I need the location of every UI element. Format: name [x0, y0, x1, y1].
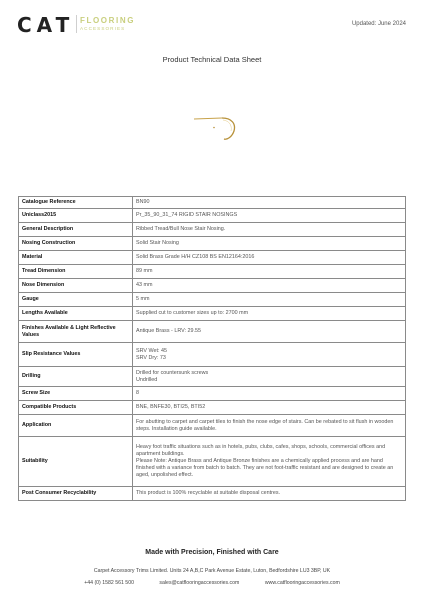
spec-value: [133, 209, 406, 223]
logo-divider: [76, 15, 77, 33]
spec-value-line: Ribbed Tread/Bull Nose Stair Nosing.: [136, 226, 226, 232]
spec-row: [19, 437, 406, 487]
footer-tagline: Made with Precision, Finished with Care: [145, 549, 279, 556]
spec-value-line: For abutting to carpet and carpet tiles to finish the nose edge of stairs. Can be rebated to sit flush in wooden steps. Installation guide available.: [136, 418, 394, 432]
spec-value: [133, 223, 406, 237]
spec-value-line: Solid Brass Grade H/H CZ108 BS EN12164:2016: [136, 254, 255, 260]
spec-value-line: Heavy foot traffic situations such as in hotels, pubs, clubs, cafes, shops, schools, commercial offices and apartment buildings.: [136, 444, 386, 457]
spec-label: General Description: [19, 223, 133, 237]
spec-label: Uniclass2015: [19, 209, 133, 223]
spec-row: [19, 401, 406, 415]
stair-nosing-product-image: [192, 108, 240, 148]
spec-label: Post Consumer Recyclability: [19, 487, 133, 501]
spec-row: [19, 197, 406, 209]
spec-row: [19, 343, 406, 367]
spec-value: [133, 367, 406, 387]
logo-text: CAT: [17, 13, 75, 37]
spec-label: Material: [19, 251, 133, 265]
spec-value-line: Antique Brass - LRV: 29.55: [136, 328, 202, 334]
spec-value: [133, 401, 406, 415]
spec-row: [19, 321, 406, 343]
spec-value: [133, 437, 406, 487]
spec-value-line: Undrilled: [136, 376, 158, 383]
spec-label: Lengths Available: [19, 307, 133, 321]
spec-row: [19, 237, 406, 251]
website-link[interactable]: www.catflooringaccessories.com: [264, 580, 340, 586]
spec-label: Finishes Available & Light Reflective Values: [19, 321, 133, 343]
spec-value: [133, 293, 406, 307]
spec-value: [133, 279, 406, 293]
spec-value-line: Pr_35_90_31_74 RIGID STAIR NOSINGS: [136, 212, 238, 218]
spec-value-line: SRV Dry: 73: [136, 354, 166, 361]
spec-value: [133, 237, 406, 251]
spec-value: [133, 387, 406, 401]
spec-label: Catalogue Reference: [19, 197, 133, 209]
spec-label: Nose Dimension: [19, 279, 133, 293]
logo-subtitle-flooring: FLOORING: [80, 16, 136, 25]
spec-row: [19, 387, 406, 401]
spec-label: Gauge: [19, 293, 133, 307]
spec-value-line: 89 mm: [136, 268, 153, 274]
spec-row: [19, 415, 406, 437]
spec-label: Screw Size: [19, 387, 133, 401]
logo-subtitle-accessories: ACCESSORIES: [80, 26, 126, 31]
spec-label: Tread Dimension: [19, 265, 133, 279]
spec-value-line: SRV Wet: 45: [136, 347, 167, 354]
spec-label: Compatible Products: [19, 401, 133, 415]
spec-label: Nosing Construction: [19, 237, 133, 251]
spec-value: [133, 343, 406, 367]
spec-value: [133, 487, 406, 501]
spec-value-line: BN90: [136, 199, 150, 205]
header: [0, 0, 424, 44]
page-title: Product Technical Data Sheet: [162, 55, 262, 64]
spec-row: [19, 223, 406, 237]
updated-date: Updated: June 2024: [351, 21, 406, 27]
spec-value-line: Drilled for countersunk screws: [136, 369, 209, 376]
spec-row: [19, 251, 406, 265]
spec-row: [19, 293, 406, 307]
spec-value-line: This product is 100% recyclable at suitable disposal centres.: [136, 490, 281, 496]
spec-label: Application: [19, 415, 133, 437]
spec-value-line: BNE, BNFE30, BTI25, BTI52: [136, 404, 206, 410]
phone-number[interactable]: +44 (0) 1582 561 500: [84, 580, 134, 586]
spec-label: Drilling: [19, 367, 133, 387]
spec-table: [18, 196, 406, 501]
spec-value-line: Solid Stair Nosing: [136, 240, 179, 246]
spec-row: [19, 265, 406, 279]
email-link[interactable]: sales@catflooringaccessories.com: [159, 580, 240, 586]
spec-row: [19, 487, 406, 501]
company-address: Carpet Accessory Trims Limited. Units 24 A,B,C Park Avenue Estate, Luton, Bedfordshire LU3 3BP, UK: [93, 568, 331, 574]
spec-value: [133, 251, 406, 265]
spec-row: [19, 307, 406, 321]
spec-value-line: Please Note: Antique Brass and Antique Bronze finishes are a chemically applied process and are hand finished with a variance from batch to batch. They are not foot-traffic resistant and are designed to create an aged, unpolished effect.: [136, 458, 394, 478]
spec-value-line: Supplied cut to customer sizes up to: 2700 mm: [136, 310, 249, 316]
spec-row: [19, 209, 406, 223]
spec-value-line: 5 mm: [136, 296, 150, 302]
spec-value: [133, 415, 406, 437]
spec-value-line: 43 mm: [136, 282, 153, 288]
contact-row: [0, 580, 424, 586]
spec-row: [19, 367, 406, 387]
spec-value-line: 8: [136, 390, 139, 396]
spec-value: [133, 307, 406, 321]
spec-label: Suitability: [19, 437, 133, 487]
spec-value: [133, 265, 406, 279]
spec-value: [133, 197, 406, 209]
spec-label: Slip Resistance Values: [19, 343, 133, 367]
spec-row: [19, 279, 406, 293]
spec-value: [133, 321, 406, 343]
